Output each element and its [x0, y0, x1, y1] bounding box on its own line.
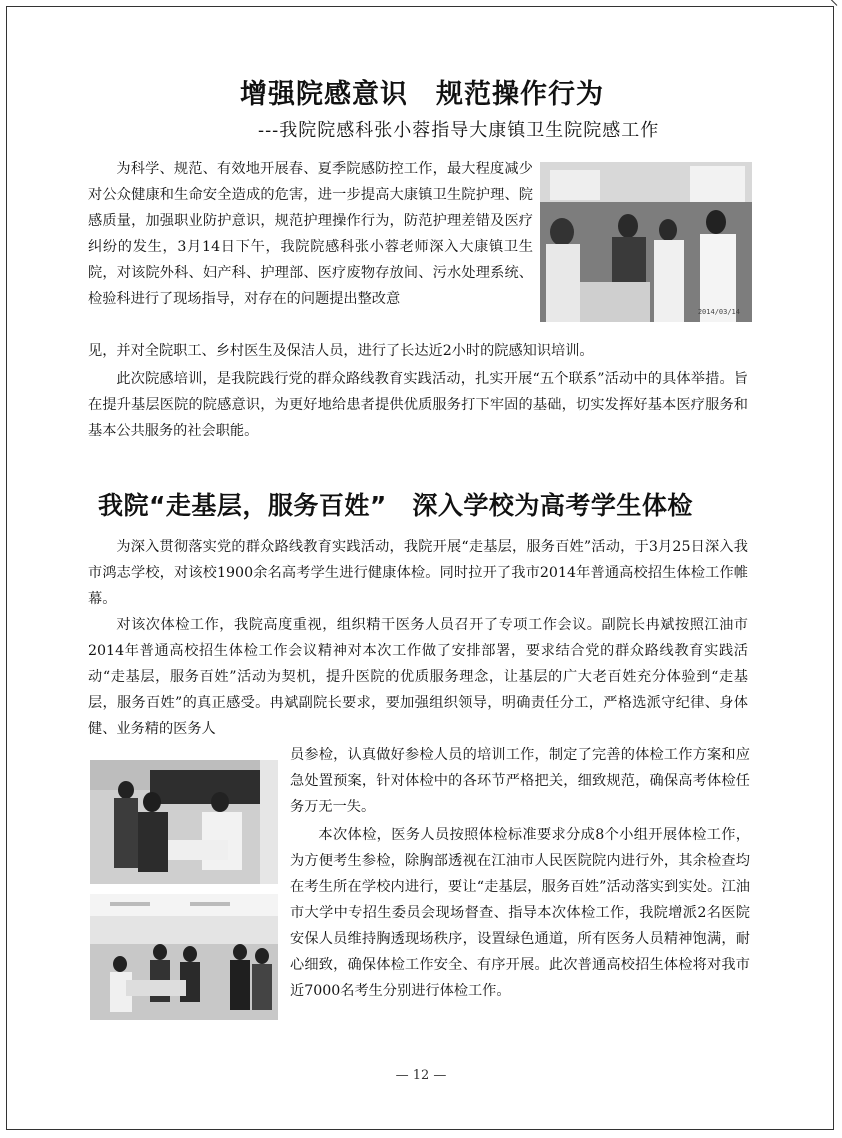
article1-paragraph-1-continued: 见，并对全院职工、乡村医生及保洁人员，进行了长达近2小时的院感知识培训。 — [88, 343, 594, 359]
article2-paragraph-2: 对该次体检工作，我院高度重视，组织精干医务人员召开了专项工作会议。副院长冉斌按照江油市2014年普通高校招生体检工作会议精神对本次工作做了安排部署，要求结合党的群众路线教育实践活动“走基层，服务百姓”活动为契机，提升医院的优质服务理念，让基层的广大老百姓充分体验到“走基层，服务百姓”的真正感受。冉斌副院长要求，要加强组织领导，明确责任分工，严格选派守纪律、身体健、业务精的医务人 — [88, 617, 748, 737]
article1-subtitle: ---我院院感科张小蓉指导大康镇卫生院院感工作 — [258, 120, 660, 141]
article2-paragraph-3: 本次体检，医务人员按照体检标准要求分成8个小组开展体检工作，为方便考生参检，除胸部透视在江油市人民医院院内进行外，其余检查均在考生所在学校内进行，要让“走基层，服务百姓”活动落实到实处。江油市大学中专招生委员会现场督查、指导本次体检工作，我院增派2名医院安保人员维持胸透现场秩序，设置绿色通道，所有医务人员精神饱满，耐心细致，确保体检工作安全、有序开展。此次普通高校招生体检将对我市近7000名考生分别进行体检工作。 — [290, 827, 750, 999]
article1-title: 增强院感意识 规范操作行为 — [240, 79, 604, 110]
article2-paragraph-1: 为深入贯彻落实党的群众路线教育实践活动，我院开展“走基层，服务百姓”活动，于3月25日深入我市鸿志学校，对该校1900余名高考学生进行健康体检。同时拉开了我市2014年普通高校招生体检工作帷幕。 — [88, 539, 748, 607]
photo-hospital-inspection — [540, 162, 752, 322]
photo-student-checkup-2 — [90, 894, 278, 1020]
page-corner-fold — [822, 6, 836, 20]
article2-title: 我院“走基层，服务百姓” 深入学校为高考学生体检 — [98, 491, 693, 520]
photo-date-stamp: 2014/03/14 — [697, 308, 740, 316]
page-number: — 12 — — [395, 1068, 447, 1083]
article1-paragraph-1: 为科学、规范、有效地开展春、夏季院感防控工作，最大程度减少对公众健康和生命安全造成的危害，进一步提高大康镇卫生院护理、院感质量，加强职业防护意识，规范护理操作行为，防范护理差错及医疗纠纷的发生，3月14日下午，我院院感科张小蓉老师深入大康镇卫生院，对该院外科、妇产科、护理部、医疗废物存放间、污水处理系统、检验科进行了现场指导，对存在的问题提出整改意 — [88, 161, 533, 307]
article1-paragraph-2: 此次院感培训，是我院践行党的群众路线教育实践活动，扎实开展“五个联系”活动中的具体举措。旨在提升基层医院的院感意识，为更好地给患者提供优质服务打下牢固的基础，切实发挥好基本医疗服务和基本公共服务的社会职能。 — [88, 371, 748, 439]
article2-paragraph-2-continued: 员参检，认真做好参检人员的培训工作，制定了完善的体检工作方案和应急处置预案，针对体检中的各环节严格把关，细致规范，确保高考体检任务万无一失。 — [290, 747, 750, 815]
photo-student-checkup-1 — [90, 760, 278, 884]
